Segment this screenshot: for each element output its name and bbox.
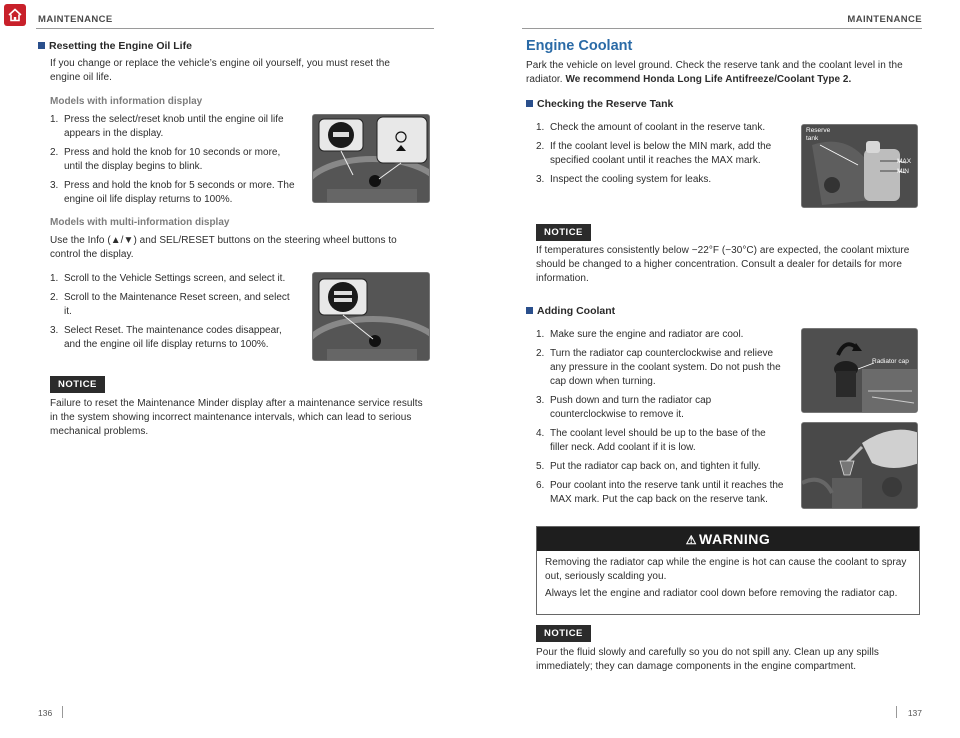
list-item: 5. Put the radiator cap back on, and tighten it fully. bbox=[536, 461, 761, 472]
list-item: 3. Press and hold the knob for 5 seconds or more. The engine oil life display returns to 100%. bbox=[50, 180, 295, 205]
min-mark-label: MIN bbox=[897, 168, 909, 175]
multi-display-steps bbox=[50, 272, 298, 357]
warning-text-1: Removing the radiator cap while the engine is hot can cause the coolant to spray out, seriously scalding you. bbox=[545, 557, 907, 582]
left-page-number: 136 bbox=[38, 708, 53, 718]
radiator-cap-label: Radiator cap bbox=[872, 358, 909, 365]
right-page-number: 137 bbox=[907, 708, 922, 718]
right-notice-1-text: If temperatures consistently below −22°F (−30°C) are expected, the coolant mixture should be changed to a higher concentration. Consult a dealer for details for more information. bbox=[536, 245, 910, 284]
max-mark-label: MAX bbox=[897, 158, 912, 165]
section-bullet-icon bbox=[526, 307, 533, 314]
warning-box bbox=[536, 526, 920, 615]
home-icon bbox=[7, 7, 23, 23]
list-item: 2. Turn the radiator cap counterclockwise and relieve any pressure in the coolant system. Do not push the cap down when turning. bbox=[536, 348, 781, 387]
page-title: Engine Coolant bbox=[526, 38, 633, 54]
right-header-rule bbox=[522, 28, 922, 29]
adding-steps bbox=[536, 328, 786, 512]
warning-header: ⚠ WARNING bbox=[537, 527, 919, 551]
checking-section-title: Checking the Reserve Tank bbox=[526, 98, 673, 110]
multi-display-intro: Use the Info (▲/▼) and SEL/RESET buttons on the steering wheel buttons to control the display. bbox=[50, 235, 397, 260]
right-notice-2-text: Pour the fluid slowly and carefully so you do not spill any. Clean up any spills immediately; they can damage components in the engine compartment. bbox=[536, 647, 879, 672]
info-display-dashboard-image bbox=[312, 114, 430, 203]
radiator-cap-image bbox=[801, 328, 918, 413]
oil-reset-intro: If you change or replace the vehicle’s engine oil yourself, you must reset the engine oil life. bbox=[50, 58, 391, 83]
list-item: 1. Check the amount of coolant in the reserve tank. bbox=[536, 122, 766, 133]
list-item: 3. Inspect the cooling system for leaks. bbox=[536, 174, 712, 185]
list-item: 1. Make sure the engine and radiator are cool. bbox=[536, 329, 744, 340]
pour-coolant-image bbox=[801, 422, 918, 509]
list-item: 2. Scroll to the Maintenance Reset screen, and select it. bbox=[50, 292, 290, 317]
right-page-header: MAINTENANCE bbox=[847, 14, 922, 25]
list-item: 2. Press and hold the knob for 10 seconds or more, until the display begins to blink. bbox=[50, 147, 281, 172]
info-display-steps bbox=[50, 113, 298, 212]
warning-text-2: Always let the engine and radiator cool down before removing the radiator cap. bbox=[545, 588, 898, 599]
oil-reset-section-title: Resetting the Engine Oil Life bbox=[38, 40, 192, 52]
coolant-intro: Park the vehicle on level ground. Check the reserve tank and the coolant level in the radiator. We recommend Honda Long Life Antifreeze/Coolant Type 2. bbox=[526, 60, 903, 85]
section-bullet-icon bbox=[526, 100, 533, 107]
list-item: 2. If the coolant level is below the MIN mark, add the specified coolant until it reaches the MAX mark. bbox=[536, 141, 772, 166]
list-item: 3. Push down and turn the radiator cap counterclockwise to remove it. bbox=[536, 395, 712, 420]
list-item: 6. Pour coolant into the reserve tank until it reaches the MAX mark. Put the cap back on the reserve tank. bbox=[536, 480, 784, 505]
right-notice-1-label: NOTICE bbox=[536, 224, 591, 241]
multi-display-dashboard-image bbox=[312, 272, 430, 361]
multi-display-heading: Models with multi-information display bbox=[50, 217, 230, 228]
adding-section-title: Adding Coolant bbox=[526, 305, 615, 317]
list-item: 1. Press the select/reset knob until the engine oil life appears in the display. bbox=[50, 114, 284, 139]
left-page-separator bbox=[62, 706, 63, 718]
list-item: 4. The coolant level should be up to the base of the filler neck. Add coolant if it is low. bbox=[536, 428, 766, 453]
left-page-header: MAINTENANCE bbox=[38, 14, 113, 25]
left-notice-text: Failure to reset the Maintenance Minder display after a maintenance service results in the system showing incorrect maintenance intervals, which can lead to serious mechanical problems. bbox=[50, 398, 423, 437]
section-bullet-icon bbox=[38, 42, 45, 49]
left-header-rule bbox=[36, 28, 434, 29]
reserve-tank-label: Reserve tank bbox=[806, 127, 831, 142]
reserve-tank-image bbox=[801, 124, 918, 208]
list-item: 1. Scroll to the Vehicle Settings screen, and select it. bbox=[50, 273, 286, 284]
info-display-heading: Models with information display bbox=[50, 96, 203, 107]
list-item: 3. Select Reset. The maintenance codes disappear, and the engine oil life display returns to 100%. bbox=[50, 325, 282, 350]
home-button[interactable] bbox=[4, 4, 26, 26]
warning-triangle-icon: ⚠ bbox=[685, 533, 698, 547]
right-page-separator bbox=[896, 706, 897, 718]
checking-steps bbox=[536, 121, 786, 192]
right-notice-2-label: NOTICE bbox=[536, 625, 591, 642]
left-notice-label: NOTICE bbox=[50, 376, 105, 393]
